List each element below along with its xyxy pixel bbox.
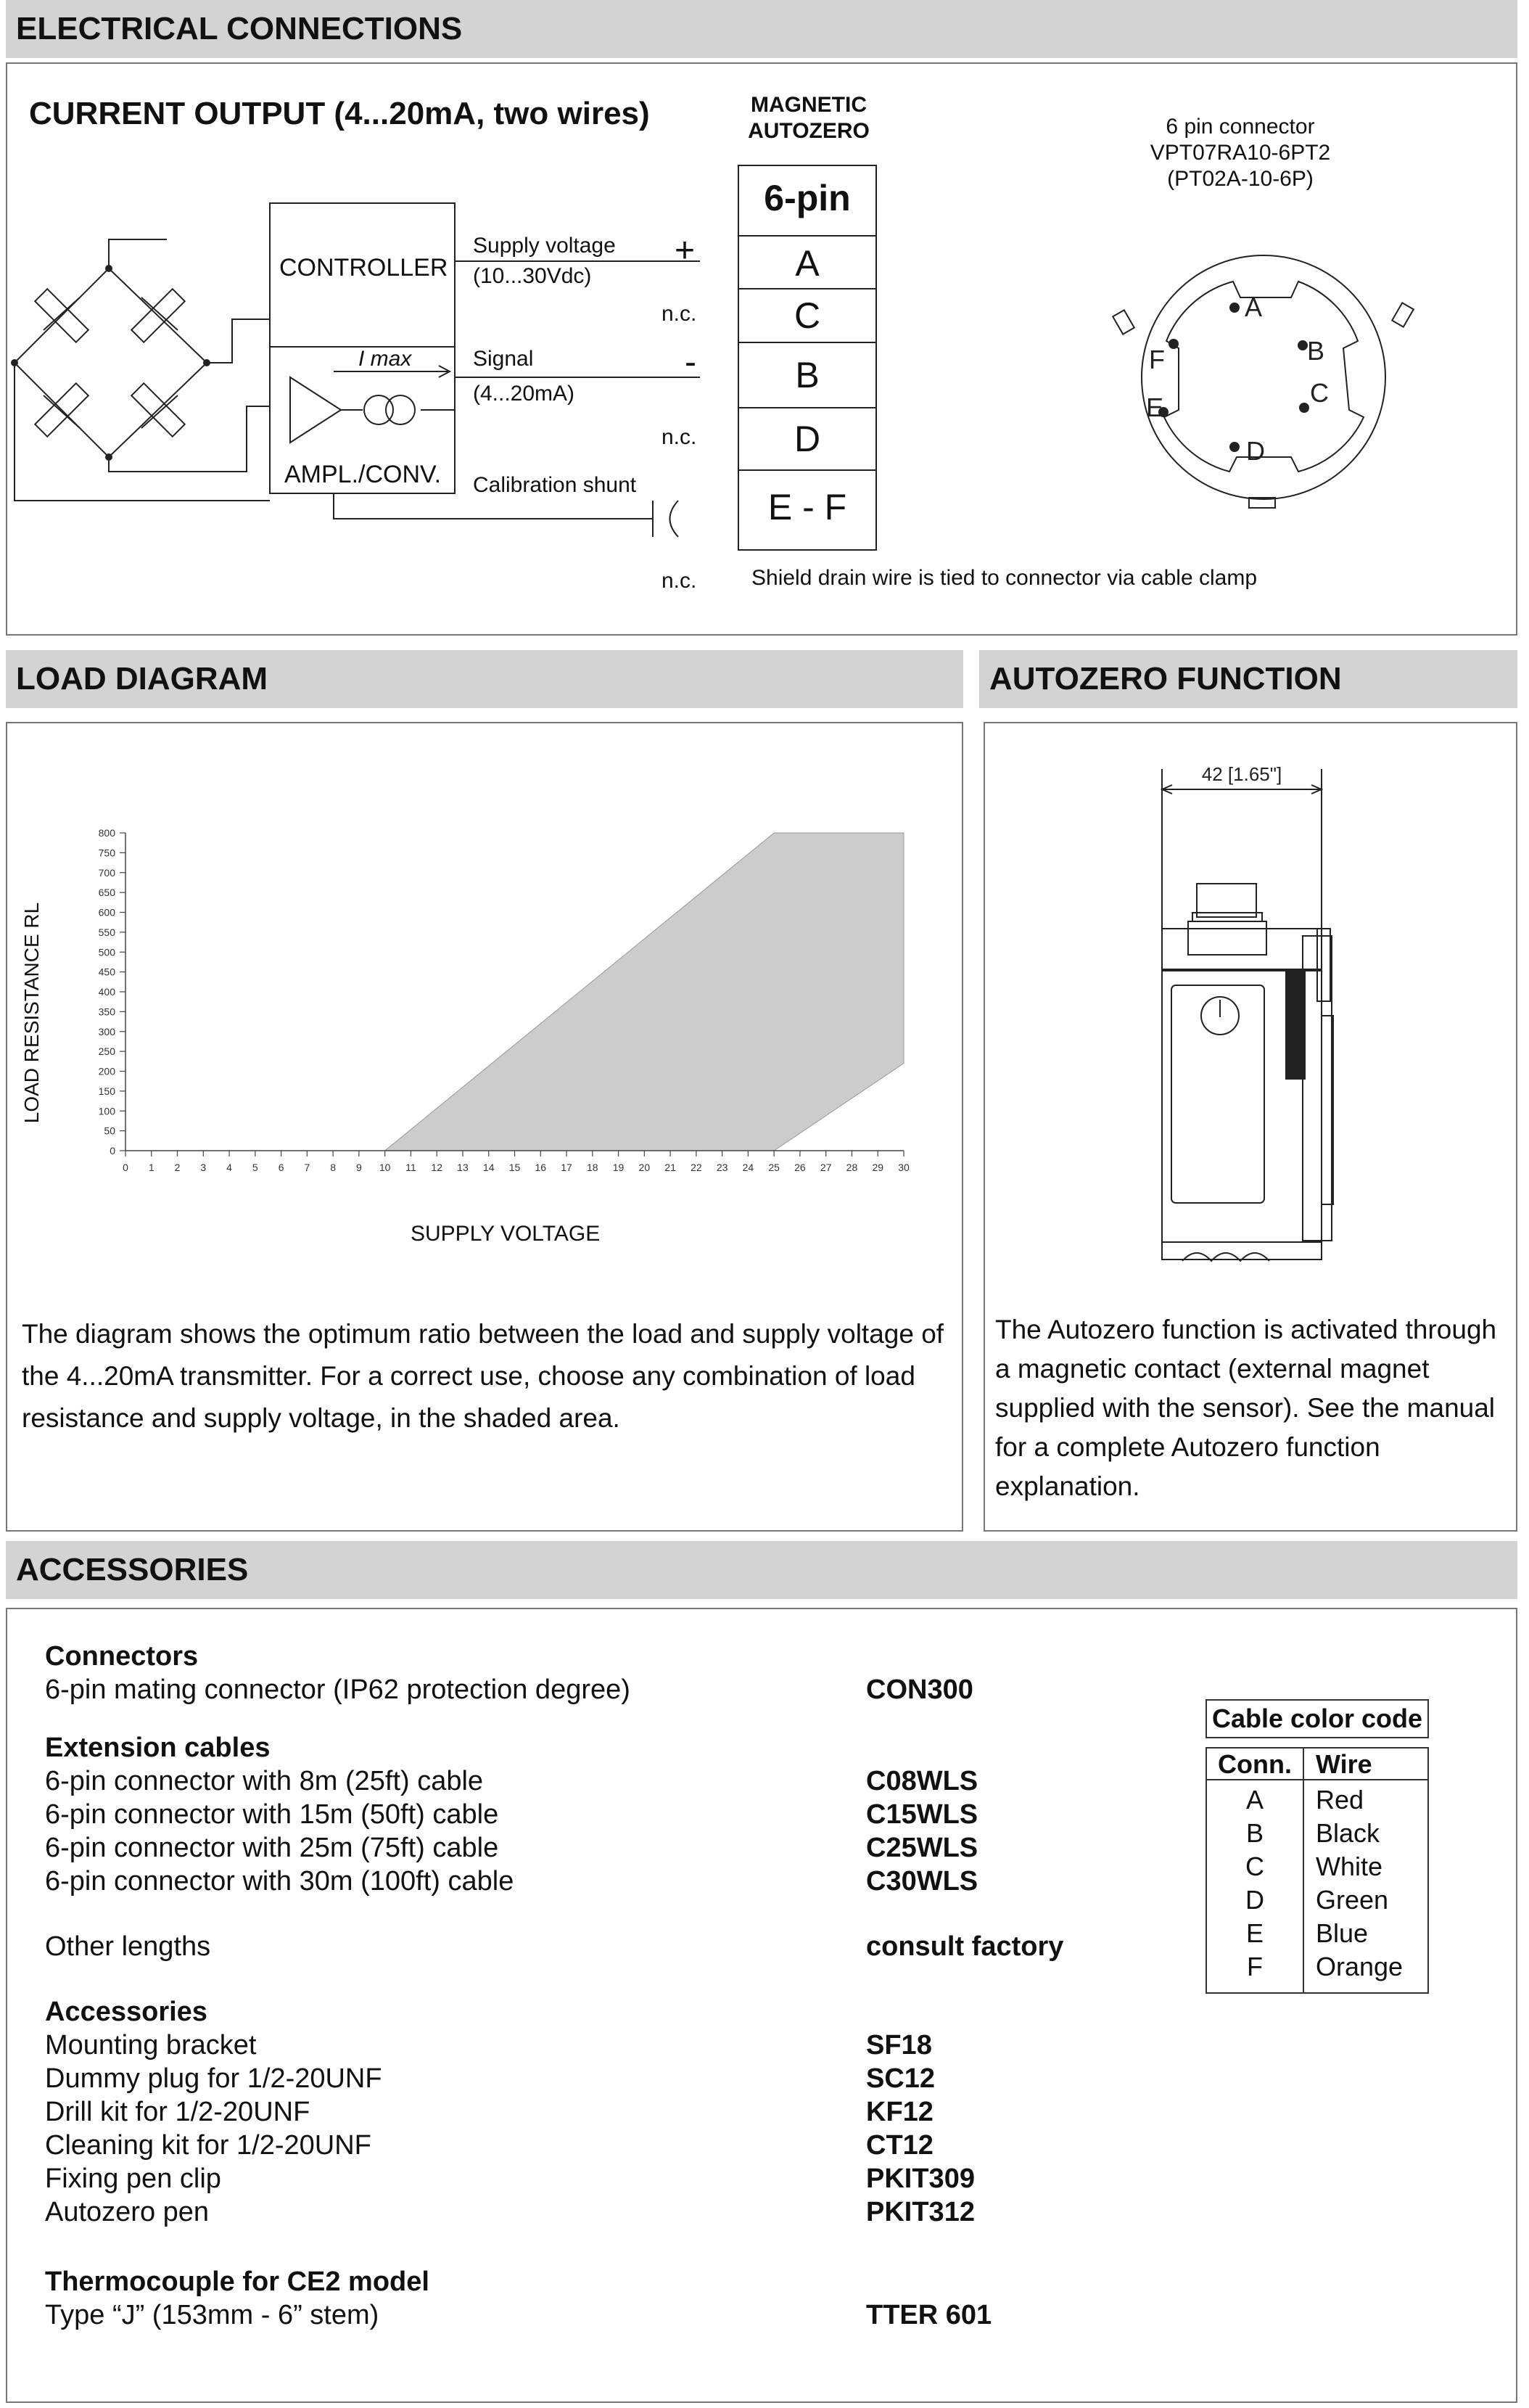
load-region [385, 833, 904, 1151]
table-cell-wire: Red [1316, 1785, 1364, 1815]
list-item-desc: 6-pin connector with 15m (50ft) cable [45, 1799, 499, 1830]
table-cell-wire: Orange [1316, 1952, 1404, 1981]
plus-sign: + [675, 231, 696, 270]
y-tick-label: 250 [98, 1045, 115, 1058]
nc-label-3: n.c. [662, 569, 697, 593]
shield-note: Shield drain wire is tied to connector via cable clamp [751, 566, 1258, 590]
table-header-wire: Wire [1316, 1749, 1372, 1779]
y-tick-label: 350 [98, 1006, 115, 1018]
table-cell-conn: A [1245, 1785, 1264, 1815]
list-item-code: SC12 [866, 2063, 936, 2094]
x-tick-label: 24 [742, 1162, 754, 1173]
pin-row-b: B [795, 355, 820, 395]
y-tick-label: 600 [98, 906, 115, 919]
signal-label: Signal [473, 347, 534, 371]
x-tick-label: 23 [716, 1162, 728, 1173]
y-tick-label: 200 [98, 1065, 115, 1077]
connector-pin-f: F [1149, 345, 1165, 374]
table-cell-conn: C [1245, 1852, 1264, 1881]
table-cell-conn: F [1247, 1952, 1263, 1981]
x-tick-label: 26 [794, 1162, 806, 1173]
table-cell-conn: B [1245, 1818, 1264, 1848]
list-item-desc: 6-pin mating connector (IP62 protection degree) [45, 1674, 630, 1705]
x-tick-label: 21 [664, 1162, 676, 1173]
load-chart [0, 805, 943, 1241]
cable-color-title: Cable color code [1206, 1699, 1429, 1738]
x-tick-label: 3 [200, 1162, 207, 1173]
pin-row-a: A [795, 243, 820, 284]
table-cell-wire: White [1316, 1852, 1383, 1881]
connector-line-2: VPT07RA10-6PT2 [1150, 141, 1331, 165]
connector-pin-a: A [1245, 292, 1263, 322]
x-tick-label: 0 [123, 1162, 128, 1173]
autozero-header: AUTOZERO FUNCTION [979, 650, 1517, 708]
list-item-desc: 6-pin connector with 30m (100ft) cable [45, 1866, 514, 1897]
x-tick-label: 15 [508, 1162, 521, 1173]
minus-sign: - [685, 343, 696, 382]
supply-range: (10...30Vdc) [473, 264, 592, 288]
x-tick-label: 1 [148, 1162, 154, 1173]
x-tick-label: 17 [561, 1162, 572, 1173]
list-item-desc: 6-pin connector with 25m (75ft) cable [45, 1833, 499, 1863]
ampl-label: AMPL./CONV. [284, 461, 442, 488]
x-tick-label: 11 [405, 1162, 416, 1173]
connector-pin-b: B [1307, 336, 1325, 366]
y-tick-label: 500 [98, 946, 115, 958]
x-tick-label: 13 [457, 1162, 469, 1173]
list-item-code: PKIT309 [866, 2163, 975, 2194]
x-tick-label: 29 [872, 1162, 884, 1173]
x-tick-label: 28 [846, 1162, 858, 1173]
nc-label-1: n.c. [662, 302, 697, 326]
x-tick-label: 22 [691, 1162, 702, 1173]
x-tick-label: 2 [174, 1162, 181, 1173]
x-tick-label: 9 [356, 1162, 362, 1173]
cable-color-table [1206, 1747, 1429, 1994]
x-tick-label: 27 [820, 1162, 832, 1173]
connector-pin-e: E [1146, 393, 1164, 422]
y-tick-label: 800 [98, 827, 115, 839]
x-tick-label: 20 [638, 1162, 651, 1173]
load-xlabel: SUPPLY VOLTAGE [411, 1222, 601, 1246]
y-tick-label: 750 [98, 847, 115, 859]
list-item-desc: Drill kit for 1/2-20UNF [45, 2097, 310, 2127]
x-tick-label: 4 [226, 1162, 232, 1173]
controller-label: CONTROLLER [279, 254, 448, 282]
table-cell-conn: D [1245, 1885, 1264, 1915]
accessories-subheading: Accessories [45, 1997, 207, 2027]
x-tick-label: 5 [252, 1162, 258, 1173]
list-item-desc: 6-pin connector with 8m (25ft) cable [45, 1766, 484, 1796]
x-tick-label: 8 [330, 1162, 337, 1173]
accessories-header: ACCESSORIES [6, 1541, 1517, 1599]
load-paragraph: The diagram shows the optimum ratio between the load and supply voltage of the 4...20mA transmitter. For a correct use, choose any combination of load resistance and supply voltage, in the shaded area. [22, 1319, 944, 1433]
signal-range: (4...20mA) [473, 382, 575, 406]
list-item-desc: Type “J” (153mm - 6” stem) [45, 2300, 379, 2330]
table-cell-wire: Blue [1316, 1918, 1369, 1948]
x-tick-label: 16 [535, 1162, 547, 1173]
magnetic-label: MAGNETIC [751, 93, 867, 117]
load-ylabel: LOAD RESISTANCE RL [20, 902, 43, 1124]
list-item-desc: Dummy plug for 1/2-20UNF [45, 2063, 382, 2094]
list-item-code: CT12 [866, 2130, 934, 2161]
list-item-desc: Cleaning kit for 1/2-20UNF [45, 2130, 371, 2161]
pin-row-ef: E - F [767, 487, 847, 527]
pin-table-header: 6-pin [764, 178, 851, 218]
list-item-desc: Fixing pen clip [45, 2163, 221, 2194]
list-item-code: C25WLS [866, 1833, 978, 1863]
y-tick-label: 400 [98, 986, 115, 998]
nc-label-2: n.c. [662, 425, 697, 449]
list-item-code: KF12 [866, 2097, 934, 2127]
x-tick-label: 18 [587, 1162, 598, 1173]
current-output-title: CURRENT OUTPUT (4...20mA, two wires) [29, 96, 650, 131]
x-tick-label: 6 [278, 1162, 284, 1173]
list-item-code: TTER 601 [866, 2300, 992, 2330]
table-cell-conn: E [1245, 1918, 1264, 1948]
table-cell-wire: Black [1316, 1818, 1380, 1848]
list-item-code: consult factory [866, 1931, 1064, 1962]
list-item-desc: Autozero pen [45, 2197, 210, 2227]
list-item-desc: Mounting bracket [45, 2030, 257, 2060]
thermocouple-heading: Thermocouple for CE2 model [45, 2267, 429, 2297]
extension-cables-heading: Extension cables [45, 1733, 271, 1763]
y-tick-label: 450 [98, 966, 115, 978]
autozero-dimension: 42 [1.65"] [1201, 763, 1282, 785]
autozero-paragraph: The Autozero function is activated through a magnetic contact (external magnet supplied with the sensor). See the manual for a complete Autozero function explanation. [995, 1315, 1497, 1501]
x-tick-label: 25 [768, 1162, 780, 1173]
electrical-header: ELECTRICAL CONNECTIONS [6, 0, 1517, 58]
y-tick-label: 150 [98, 1085, 115, 1097]
list-item-code: C15WLS [866, 1799, 978, 1830]
calibration-shunt-label: Calibration shunt [473, 473, 637, 497]
x-tick-label: 19 [612, 1162, 625, 1173]
autozero-label: AUTOZERO [748, 119, 870, 143]
list-item-code: SF18 [866, 2030, 932, 2060]
imax-label: I max [358, 347, 412, 371]
list-item-code: CON300 [866, 1674, 973, 1705]
connector-pin-d: D [1246, 436, 1265, 466]
y-tick-label: 700 [98, 866, 115, 879]
table-cell-wire: Green [1316, 1885, 1389, 1915]
y-tick-label: 50 [104, 1125, 115, 1137]
x-tick-label: 14 [482, 1162, 495, 1173]
x-tick-label: 12 [431, 1162, 442, 1173]
y-tick-label: 550 [98, 926, 115, 938]
y-tick-label: 650 [98, 887, 115, 899]
x-tick-label: 10 [379, 1162, 391, 1173]
connector-line-1: 6 pin connector [1166, 115, 1315, 139]
y-tick-label: 300 [98, 1025, 115, 1037]
y-tick-label: 100 [98, 1105, 115, 1117]
table-header-conn: Conn. [1218, 1749, 1292, 1779]
list-item-desc: Other lengths [45, 1931, 211, 1962]
connector-line-3: (PT02A-10-6P) [1167, 167, 1314, 191]
pin-row-c: C [794, 295, 821, 336]
load-header: LOAD DIAGRAM [6, 650, 963, 708]
pin-row-d: D [794, 419, 821, 459]
list-item-code: C08WLS [866, 1766, 978, 1796]
autozero-drawing [1117, 755, 1393, 1262]
table-divider [1303, 1749, 1304, 1992]
connector-pin-c: C [1310, 378, 1329, 408]
y-tick-label: 0 [110, 1145, 115, 1156]
connectors-heading: Connectors [45, 1641, 199, 1672]
x-tick-label: 7 [304, 1162, 310, 1173]
x-tick-label: 30 [898, 1162, 910, 1173]
list-item-code: PKIT312 [866, 2197, 975, 2227]
supply-label: Supply voltage [473, 234, 616, 258]
list-item-code: C30WLS [866, 1866, 978, 1897]
